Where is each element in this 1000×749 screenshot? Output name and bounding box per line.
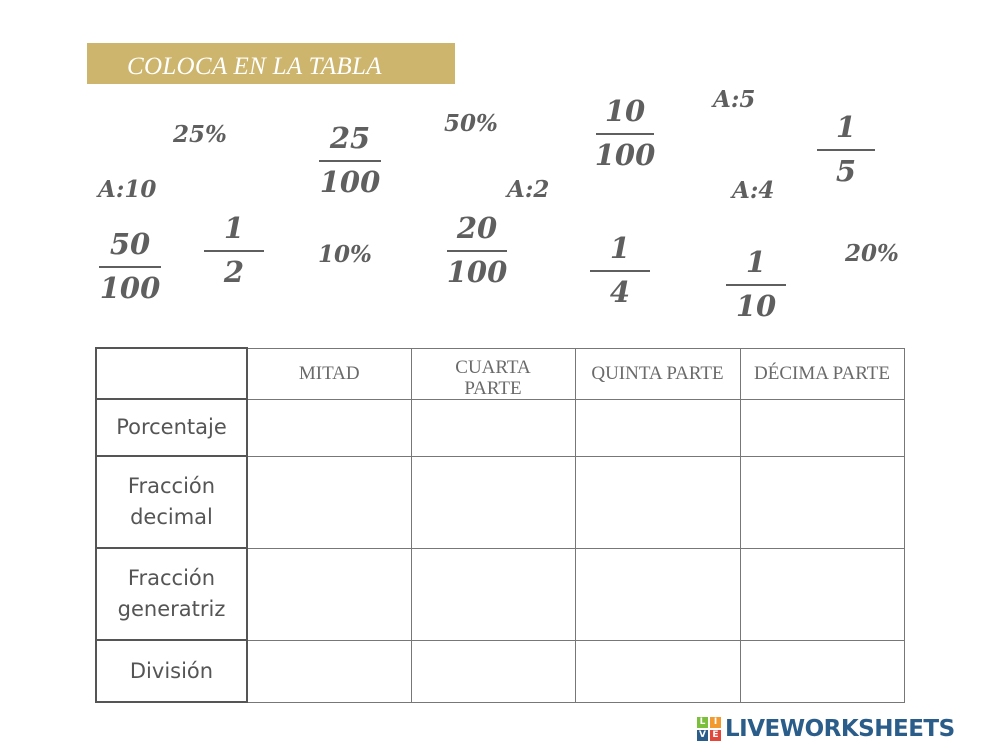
fraction-bar [596, 133, 654, 135]
fraction-bar [447, 250, 507, 252]
column-header-mitad: MITAD [247, 348, 411, 399]
liveworksheets-logo-text: LIVEWORKSHEETS [725, 716, 955, 742]
table-row [96, 456, 904, 548]
drop-slot-division-mitad[interactable] [247, 640, 411, 702]
drop-slot-division-cuarta[interactable] [411, 640, 575, 702]
column-header-quinta-parte: QUINTA PARTE [575, 348, 740, 399]
fraction-bar [99, 266, 161, 268]
fraction-numerator: 1 [223, 211, 245, 245]
chip-fraction-50-100[interactable] [96, 228, 164, 305]
chip-division-5[interactable]: A:5 [713, 86, 756, 113]
fraction-denominator: 4 [609, 275, 631, 309]
fraction-bar [817, 149, 875, 151]
drop-slot-porcentaje-mitad[interactable] [247, 399, 411, 456]
chip-fraction-25-100[interactable] [318, 122, 382, 199]
drop-slot-generatriz-cuarta[interactable] [411, 548, 575, 640]
fraction-bar [726, 284, 786, 286]
fraction-numerator: 1 [745, 245, 767, 279]
liveworksheets-logo [697, 715, 955, 743]
drop-slot-porcentaje-quinta[interactable] [575, 399, 740, 456]
drop-slot-porcentaje-cuarta[interactable] [411, 399, 575, 456]
chip-fraction-1-2[interactable] [203, 212, 265, 289]
row-header-division: División [96, 640, 247, 702]
row-header-fraccion-generatriz: Fracción generatriz [96, 548, 247, 640]
fraction-denominator: 2 [223, 255, 245, 289]
table-row [96, 399, 904, 456]
fraction-bar [204, 250, 264, 252]
row-header-porcentaje: Porcentaje [96, 399, 247, 456]
answer-table [95, 347, 905, 703]
drop-slot-decimal-mitad[interactable] [247, 456, 411, 548]
chip-fraction-20-100[interactable] [444, 212, 510, 289]
drop-slot-decimal-quinta[interactable] [575, 456, 740, 548]
chip-division-10[interactable]: A:10 [98, 176, 157, 203]
chip-fraction-10-100[interactable] [592, 95, 658, 172]
drop-slot-generatriz-quinta[interactable] [575, 548, 740, 640]
chip-fraction-1-5[interactable] [815, 111, 877, 188]
fraction-denominator: 5 [835, 154, 857, 188]
drop-slot-generatriz-decima[interactable] [740, 548, 904, 640]
fraction-bar [319, 160, 381, 162]
chip-division-4[interactable]: A:4 [732, 177, 775, 204]
fraction-numerator: 50 [109, 227, 151, 261]
chip-10-percent[interactable]: 10% [318, 241, 372, 268]
drop-slot-division-decima[interactable] [740, 640, 904, 702]
drop-slot-decimal-cuarta[interactable] [411, 456, 575, 548]
drop-slot-porcentaje-decima[interactable] [740, 399, 904, 456]
fraction-bar [590, 270, 650, 272]
chip-25-percent[interactable]: 25% [173, 121, 227, 148]
chip-20-percent[interactable]: 20% [845, 240, 899, 267]
table-row [96, 640, 904, 702]
chip-fraction-1-10[interactable] [725, 246, 787, 323]
column-header-cuarta-parte-label: CUARTA PARTE [455, 356, 531, 399]
fraction-denominator: 10 [735, 289, 777, 323]
table-corner-cell [96, 348, 247, 399]
chip-fraction-1-4[interactable] [589, 232, 651, 309]
table-row [96, 548, 904, 640]
fraction-numerator: 25 [329, 121, 371, 155]
column-header-decima-parte: DÉCIMA PARTE [740, 348, 904, 399]
column-header-cuarta-parte [411, 348, 575, 399]
fraction-denominator: 100 [594, 138, 656, 172]
fraction-denominator: 100 [446, 255, 508, 289]
fraction-numerator: 1 [835, 110, 857, 144]
instruction-text: COLOCA EN LA TABLA [127, 53, 382, 80]
table-header-row [96, 348, 904, 399]
drop-slot-division-quinta[interactable] [575, 640, 740, 702]
liveworksheets-logo-icon: L I V E [697, 717, 722, 742]
fraction-denominator: 100 [319, 165, 381, 199]
chip-division-2[interactable]: A:2 [507, 176, 550, 203]
fraction-numerator: 1 [609, 231, 631, 265]
row-header-fraccion-decimal: Fracción decimal [96, 456, 247, 548]
fraction-denominator: 100 [99, 271, 161, 305]
instruction-banner [87, 43, 455, 84]
fraction-numerator: 20 [456, 211, 498, 245]
chip-50-percent[interactable]: 50% [444, 110, 498, 137]
fraction-numerator: 10 [604, 94, 646, 128]
drop-slot-generatriz-mitad[interactable] [247, 548, 411, 640]
drop-slot-decimal-decima[interactable] [740, 456, 904, 548]
